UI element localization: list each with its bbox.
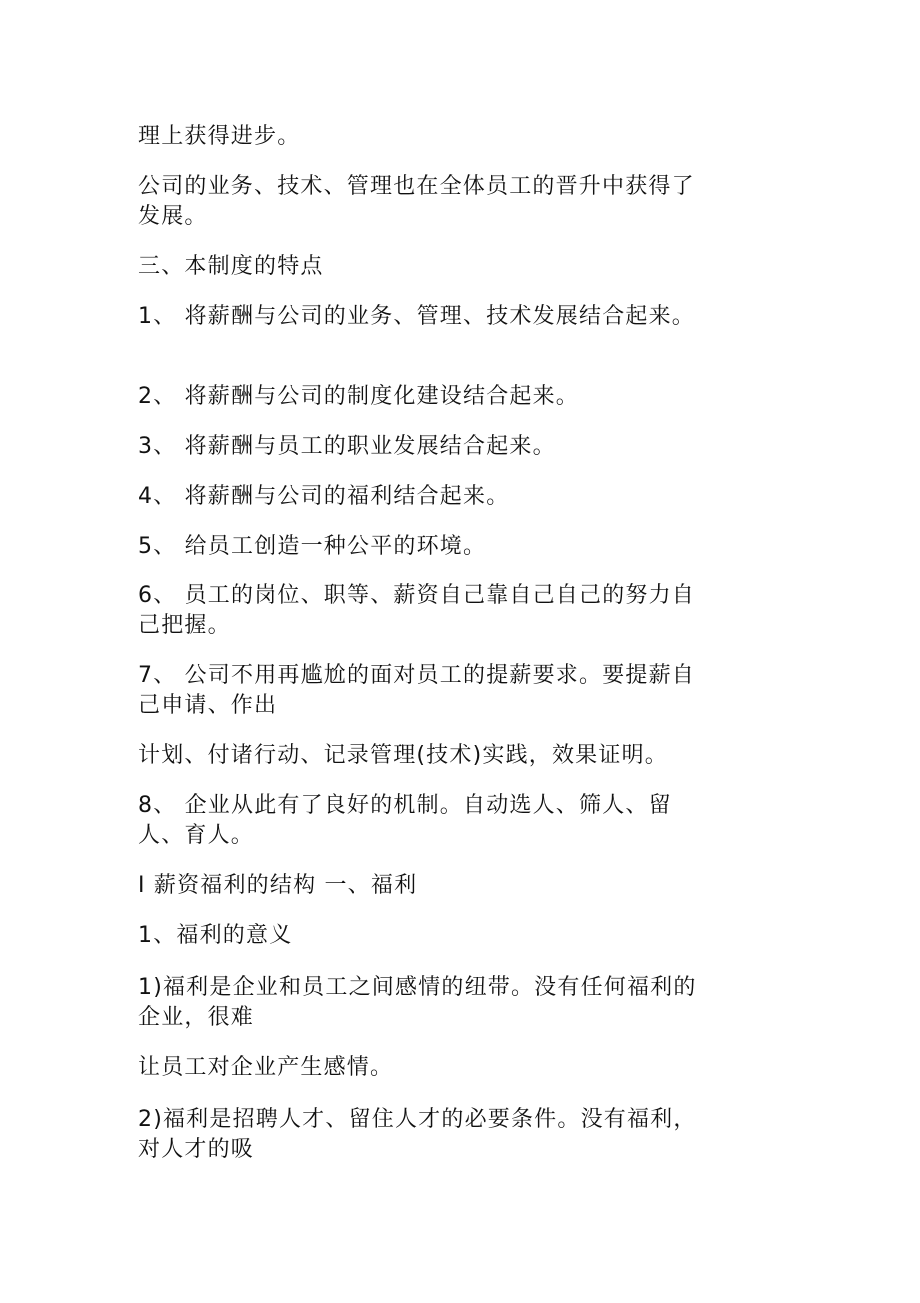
list-item-7: 7、 公司不用再尴尬的面对员工的提薪要求。要提薪自己申请、作出 xyxy=(138,663,695,718)
list-item-3: 3、 将薪酬与员工的职业发展结合起来。 xyxy=(138,434,556,459)
list-item-8: 8、 企业从此有了良好的机制。自动选人、筛人、留人、育人。 xyxy=(138,793,672,848)
list-item-2: 2、 将薪酬与公司的制度化建设结合起来。 xyxy=(138,384,579,409)
benefit-point-2: 2)福利是招聘人才、留住人才的必要条件。没有福利，对人才的吸 xyxy=(138,1107,697,1162)
list-item-5: 5、 给员工创造一种公平的环境。 xyxy=(138,534,487,559)
list-item-6: 6、 员工的岗位、职等、薪资自己靠自己自己的努力自己把握。 xyxy=(138,583,695,638)
subheading-benefits-meaning: 1、福利的意义 xyxy=(138,923,293,948)
benefit-point-1: 1)福利是企业和员工之间感情的纽带。没有任何福利的企业，很难 xyxy=(138,975,697,1030)
list-item-1: 1、 将薪酬与公司的业务、管理、技术发展结合起来。 xyxy=(138,304,695,329)
section-heading-benefits: I 薪资福利的结构 一、福利 xyxy=(138,873,418,898)
section-heading-features: 三、本制度的特点 xyxy=(138,254,324,279)
list-item-4: 4、 将薪酬与公司的福利结合起来。 xyxy=(138,484,510,509)
benefit-point-1-continued: 让员工对企业产生感情。 xyxy=(138,1055,394,1080)
list-item-7-continued: 计划、付诸行动、记录管理(技术)实践，效果证明。 xyxy=(138,743,668,768)
paragraph-progress-end: 理上获得进步。 xyxy=(138,124,301,149)
paragraph-company-development: 公司的业务、技术、管理也在全体员工的晋升中获得了发展。 xyxy=(138,174,695,229)
